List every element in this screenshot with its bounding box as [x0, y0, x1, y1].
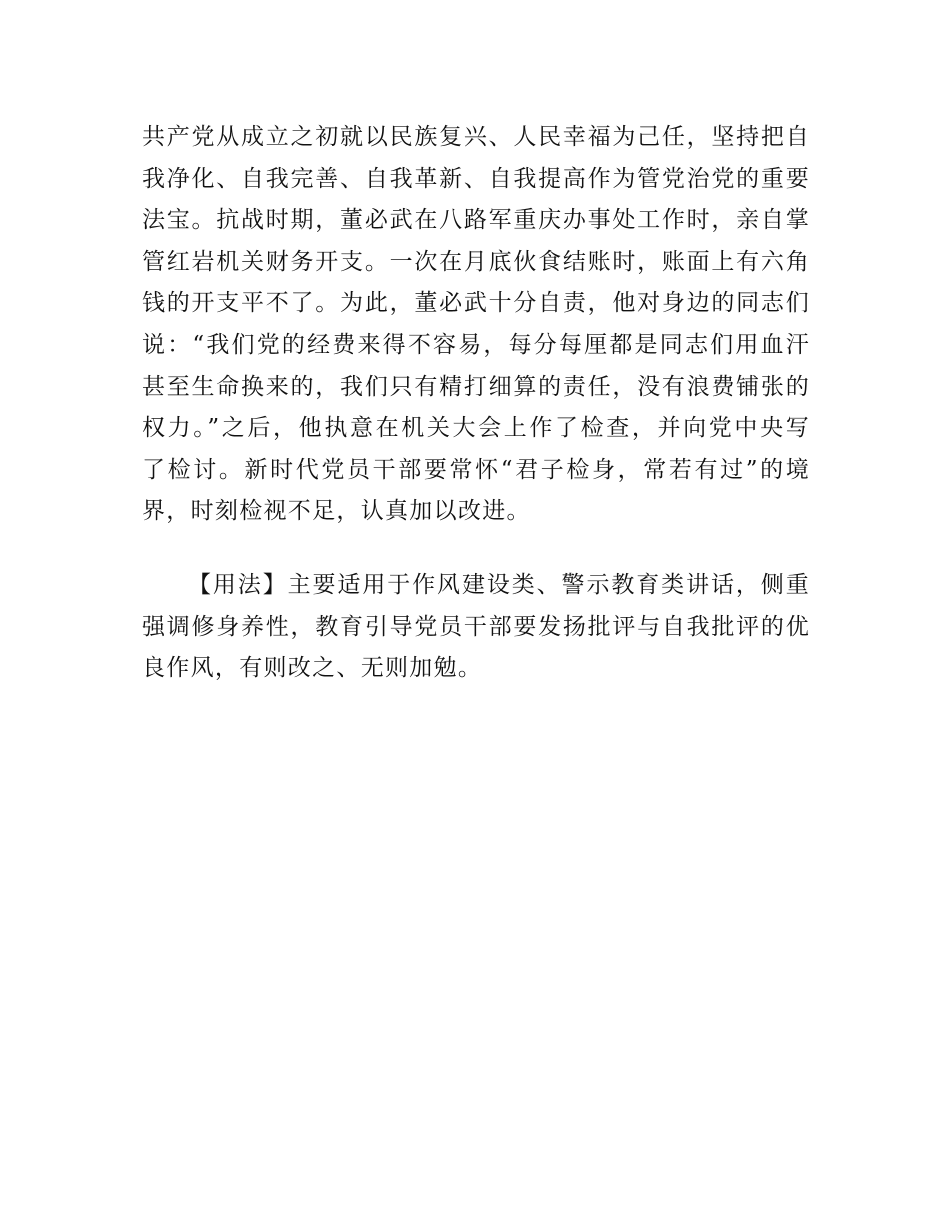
body-paragraph-1 [142, 117, 810, 533]
text-line: 共产党从成立之初就以民族复兴、人民幸福为己任，坚持把自 [142, 124, 810, 150]
usage-paragraph [142, 565, 810, 690]
text-line: 管红岩机关财务开支。一次在月底伙食结账时，账面上有六角 [142, 248, 810, 275]
text-line: 强调修身养性，教育引导党员干部要发扬批评与自我批评的优 [142, 613, 810, 640]
text-line: 权力。”之后，他执意在机关大会上作了检查，并向党中央写 [142, 415, 810, 442]
text-line: 法宝。抗战时期，董必武在八路军重庆办事处工作时，亲自掌 [142, 207, 810, 234]
text-line: 甚至生命换来的，我们只有精打细算的责任，没有浪费铺张的 [142, 373, 810, 400]
text-line: 钱的开支平不了。为此，董必武十分自责，他对身边的同志们 [142, 290, 810, 317]
text-line: 界，时刻检视不足，认真加以改进。 [142, 498, 531, 525]
text-line: 良作风，有则改之、无则加勉。 [142, 655, 483, 682]
text-line: 【用法】主要适用于作风建设类、警示教育类讲话，侧重 [188, 572, 810, 598]
text-line: 我净化、自我完善、自我革新、自我提高作为管党治党的重要 [142, 165, 810, 192]
text-line: 了检讨。新时代党员干部要常怀“君子检身，常若有过”的境 [142, 456, 810, 483]
text-line: 说：“我们党的经费来得不容易，每分每厘都是同志们用血汗 [142, 331, 810, 358]
